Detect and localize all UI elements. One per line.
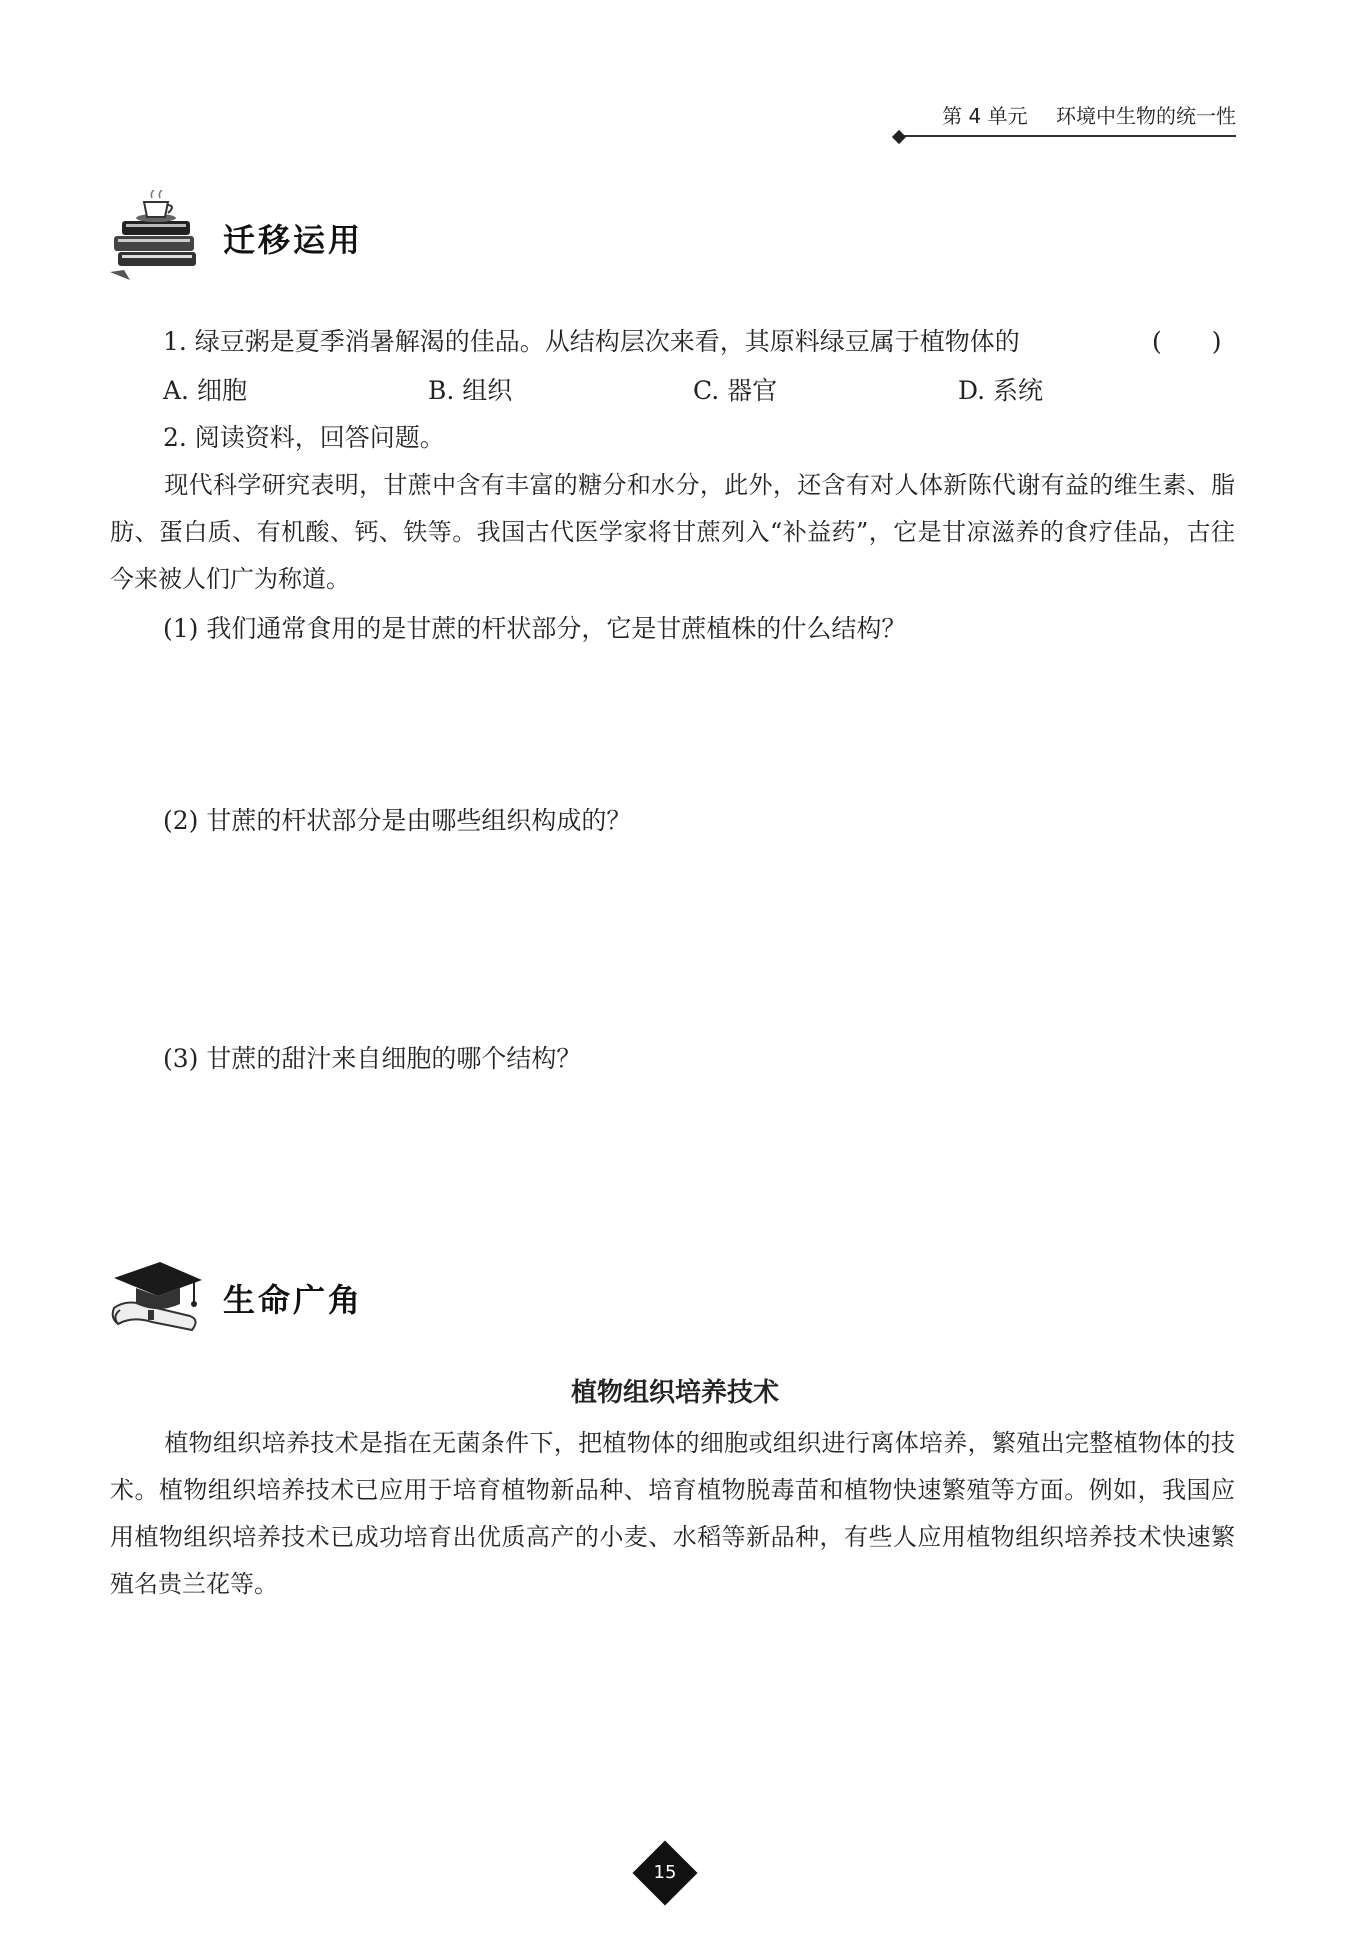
option-a: A. 细胞 (163, 376, 247, 405)
section-title: 生命广角 (223, 1280, 364, 1319)
unit-label: 第 4 单元 (942, 104, 1028, 128)
answer-bracket: ( ) (1152, 327, 1222, 356)
page-number-badge (632, 1840, 697, 1905)
books-coffee-icon (108, 190, 203, 285)
question-2: 2. 阅读资料，回答问题。 (163, 423, 445, 452)
unit-title: 环境中生物的统一性 (1056, 104, 1236, 128)
article-body (110, 1420, 1235, 1608)
reading-material (110, 462, 1235, 603)
sub-question-1: (1) 我们通常食用的是甘蔗的杆状部分，它是甘蔗植株的什么结构？ (163, 614, 907, 643)
page-number: 15 (653, 1862, 677, 1883)
material-text: 现代科学研究表明，甘蔗中含有丰富的糖分和水分，此外，还含有对人体新陈代谢有益的维生素、脂肪、蛋白质、有机酸、钙、铁等。我国古代医学家将甘蔗列入“补益药”，它是甘凉滋养的食疗佳品，古往今来被人们广为称道。 (110, 471, 1235, 593)
article-text: 植物组织培养技术是指在无菌条件下，把植物体的细胞或组织进行离体培养，繁殖出完整植物体的技术。植物组织培养技术已应用于培育植物新品种、培育植物脱毒苗和植物快速繁殖等方面。例如，我国应用植物组织培养技术已成功培育出优质高产的小麦、水稻等新品种，有些人应用植物组织培养技术快速繁殖名贵兰花等。 (110, 1429, 1235, 1598)
option-d: D. 系统 (958, 376, 1044, 405)
article-title: 植物组织培养技术 (570, 1378, 779, 1408)
sub-question-3: (3) 甘蔗的甜汁来自细胞的哪个结构？ (163, 1044, 582, 1073)
option-b: B. 组织 (428, 376, 513, 405)
running-header (900, 100, 1236, 137)
diamond-bullet-icon (892, 130, 906, 144)
section-header-life (108, 1250, 363, 1345)
section-header-transfer (108, 190, 363, 285)
section-title: 迁移运用 (223, 220, 364, 259)
graduation-cap-icon (108, 1250, 203, 1345)
question-1: 1. 绿豆粥是夏季消暑解渴的佳品。从结构层次来看，其原料绿豆属于植物体的 (163, 327, 1020, 356)
option-c: C. 器官 (693, 376, 778, 405)
sub-question-2: (2) 甘蔗的杆状部分是由哪些组织构成的？ (163, 806, 632, 835)
